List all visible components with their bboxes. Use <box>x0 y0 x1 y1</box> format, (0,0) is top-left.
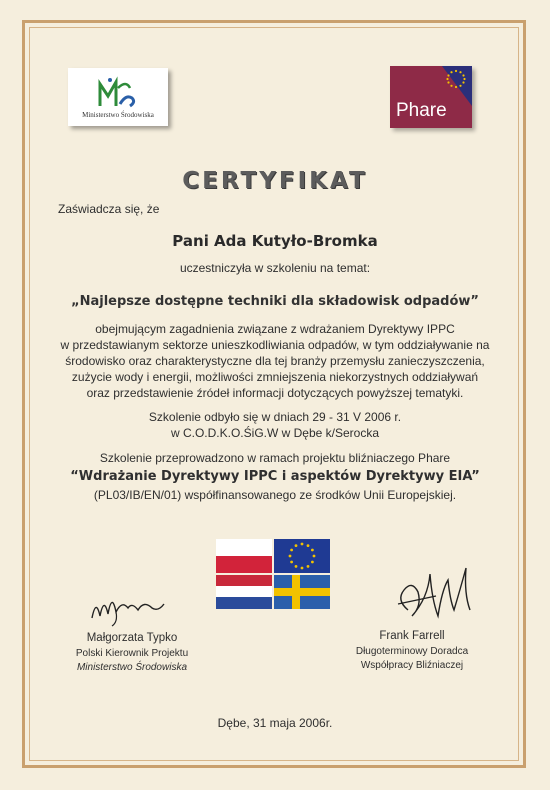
phare-logo <box>390 66 472 128</box>
participation-text: uczestniczyła w szkoleniu na temat: <box>179 261 371 275</box>
description-line: oraz przedstawienie źródeł informacji dotyczących powyższej tematyki. <box>86 386 464 400</box>
signature-typko <box>82 578 182 628</box>
training-place: w C.O.D.K.O.ŚiG.W w Dębe k/Serocka <box>170 426 380 440</box>
eu-flag <box>274 539 330 573</box>
project-reference: (PL03/IB/EN/01) współfinansowanego ze środków Unii Europejskiej. <box>93 488 457 502</box>
project-title: “Wdrażanie Dyrektywy IPPC i aspektów Dyrektywy EIA” <box>70 469 480 484</box>
program-text: Szkolenie przeprowadzono w ramach projektu bliźniaczego Phare <box>99 451 451 465</box>
signature-farrell <box>378 560 488 632</box>
training-topic: „Najlepsze dostępne techniki dla składowisk odpadów” <box>71 294 479 309</box>
issue-date: Dębe, 31 maja 2006r. <box>217 716 333 730</box>
description-line: środowisko oraz charakterystyczne dla tej branży przemysłu zanieczyszczenia, <box>65 354 485 368</box>
left-signatory-role: Polski Kierownik Projektu <box>75 648 189 659</box>
description-line: w przedstawianym sektorze unieszkodliwiania odpadów, w tym oddziaływanie na <box>60 338 490 352</box>
sweden-flag <box>274 575 330 609</box>
right-signatory-name: Frank Farrell <box>379 630 445 642</box>
ministry-emblem-icon <box>96 74 140 110</box>
recipient-name: Pani Ada Kutyło-Bromka <box>172 232 378 250</box>
left-signatory-name: Małgorzata Typko <box>86 632 178 644</box>
right-signatory-role: Długoterminowy Doradca <box>355 646 469 657</box>
left-signatory-org: Ministerstwo Środowiska <box>76 662 188 673</box>
netherlands-flag <box>216 575 272 609</box>
description-line: zużycie wody i energii, możliwości zmniejszenia niekorzystnych oddziaływań <box>71 370 479 384</box>
phare-label: Phare <box>396 100 447 121</box>
ministry-caption: Ministerstwo Środowiska <box>82 111 154 119</box>
certificate-title: CERTYFIKAT <box>182 168 368 194</box>
description-line: obejmującym zagadnienia związane z wdrażaniem Dyrektywy IPPC <box>95 322 455 336</box>
training-date: Szkolenie odbyło się w dniach 29 - 31 V 2006 r. <box>148 410 402 424</box>
partner-flags <box>216 539 332 609</box>
right-signatory-org: Współpracy Bliźniaczej <box>360 660 464 671</box>
eu-stars-icon <box>443 68 469 90</box>
poland-flag <box>216 539 272 573</box>
intro-text: Zaświadcza się, że <box>58 202 160 216</box>
ministry-logo <box>68 68 168 126</box>
